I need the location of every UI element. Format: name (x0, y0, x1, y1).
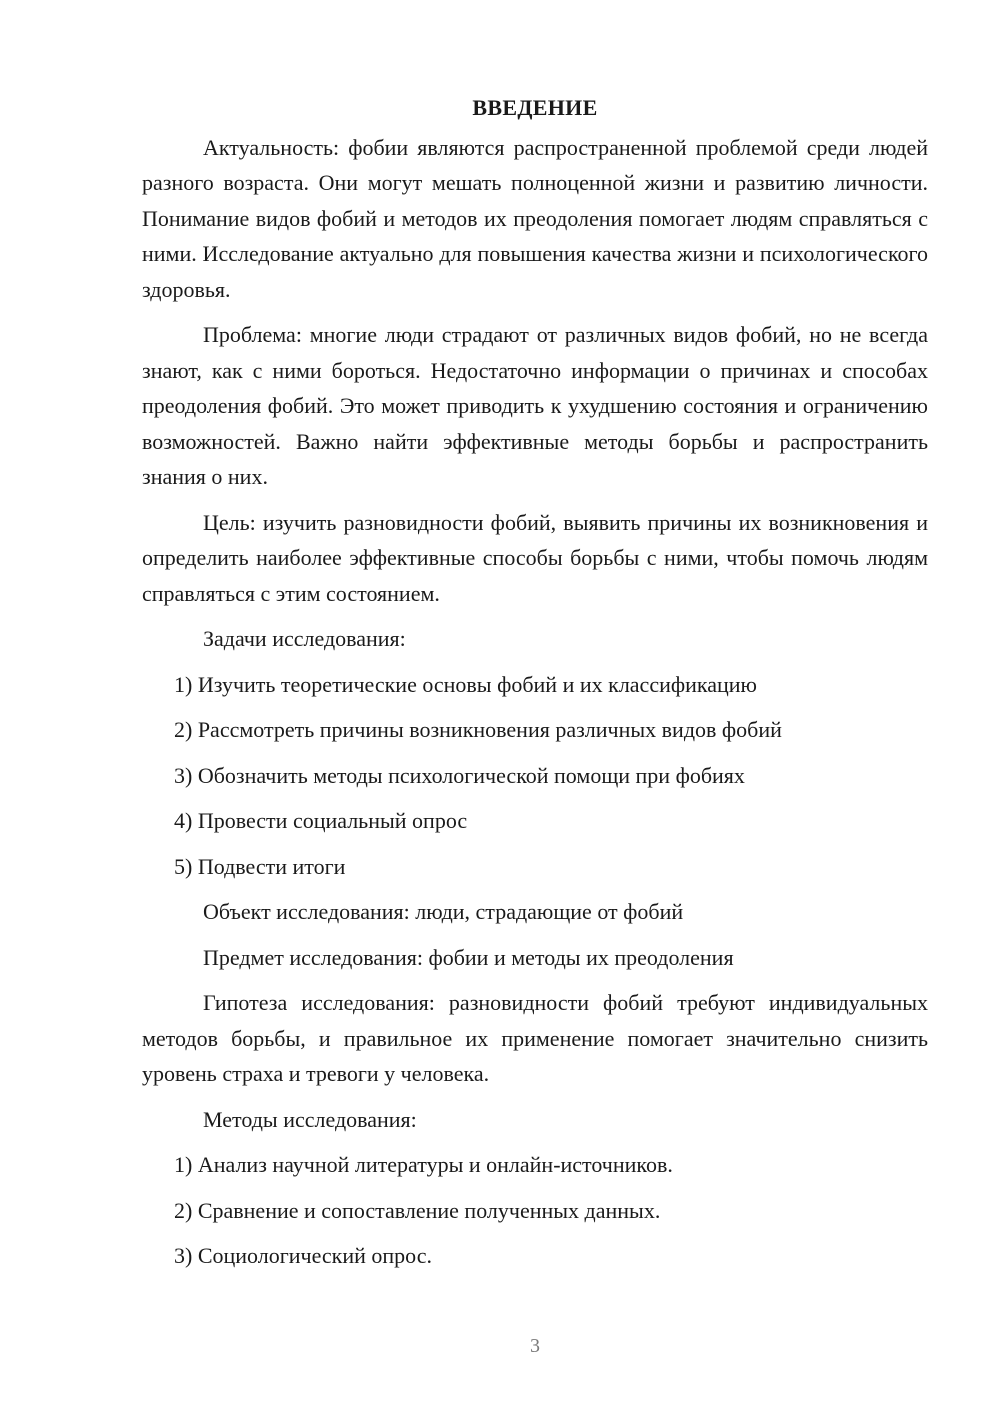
tasks-list (142, 667, 928, 885)
research-object: Объект исследования: люди, страдающие от фобий (203, 899, 684, 924)
task-item: 5) Подвести итоги (174, 853, 346, 879)
task-item: 2) Рассмотреть причины возникновения различных видов фобий (174, 717, 782, 742)
page-number: 3 (530, 1335, 540, 1357)
page-content (142, 90, 928, 1284)
section-heading: ВВЕДЕНИЕ (472, 95, 598, 120)
method-item: 1) Анализ научной литературы и онлайн-источников. (174, 1152, 673, 1177)
task-item: 3) Обозначить методы психологической помощи при фобиях (174, 762, 745, 788)
goal-paragraph: Цель: изучить разновидности фобий, выявить причины их возникновения и определить наиболее эффективные способы борьбы с ними, чтобы помочь людям справляться с этим состоянием. (142, 509, 928, 606)
method-item: 3) Социологический опрос. (174, 1243, 432, 1268)
method-item: 2) Сравнение и сопоставление полученных данных. (174, 1197, 661, 1223)
tasks-title: Задачи исследования: (203, 626, 406, 651)
task-item: 1) Изучить теоретические основы фобий и их классификацию (174, 671, 757, 697)
hypothesis-paragraph: Гипотеза исследования: разновидности фобий требуют индивидуальных методов борьбы, и правильное их применение помогает значительно снизить уровень страха и тревоги у человека. (142, 990, 928, 1086)
research-subject: Предмет исследования: фобии и методы их преодоления (203, 944, 734, 970)
methods-title: Методы исследования: (203, 1106, 417, 1132)
task-item: 4) Провести социальный опрос (174, 808, 468, 833)
problem-paragraph: Проблема: многие люди страдают от различных видов фобий, но не всегда знают, как с ними бороться. Недостаточно информации о причинах и способах преодоления фобий. Это может приводить к ухудшению состояния и ограничению возможностей. Важно найти эффективные методы борьбы и распространить знания о них. (142, 322, 928, 489)
actuality-paragraph: Актуальность: фобии являются распространенной проблемой среди людей разного возраста. Они могут мешать полноценной жизни и развитию личности. Понимание видов фобий и методов их преодоления помогает людям справляться с ними. Исследование актуально для повышения качества жизни и психологического здоровья. (142, 134, 928, 302)
methods-list (142, 1147, 928, 1274)
